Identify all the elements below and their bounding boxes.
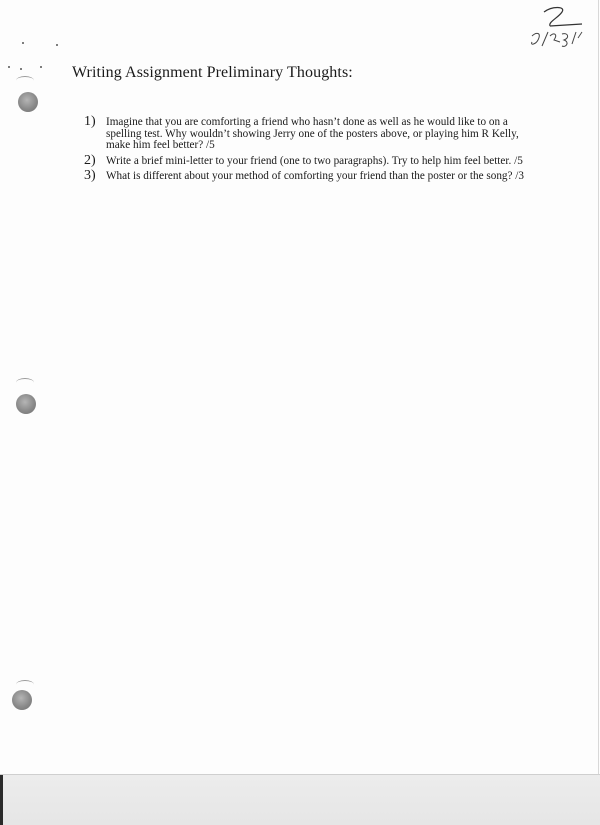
punch-hole-arc [16, 680, 34, 689]
punch-hole-bottom [12, 690, 32, 710]
punch-hole-middle [16, 394, 36, 414]
punch-hole-top [18, 92, 38, 112]
question-number: 2) [84, 152, 96, 168]
question-text: Write a brief mini-letter to your friend (one to two paragraphs). Try to help him feel better. /5 [106, 154, 523, 167]
question-number: 3) [84, 168, 96, 183]
question-number: 1) [84, 114, 96, 129]
scan-speck [20, 68, 22, 70]
question-item [84, 152, 524, 168]
scan-speck [40, 66, 42, 68]
page-bottom-edge [0, 774, 600, 825]
handwritten-date-annotation [522, 2, 592, 52]
punch-hole-arc [16, 378, 34, 387]
page-title: Writing Assignment Preliminary Thoughts: [72, 64, 353, 81]
page-right-edge [598, 0, 599, 825]
scan-edge-mark [0, 775, 3, 825]
punch-hole-arc [16, 76, 34, 85]
scan-speck [8, 66, 10, 68]
question-text: Imagine that you are comforting a friend who hasn’t done as well as he would like to on a spelling test. Why wouldn’t showing Jerry one of the posters above, or playing him R Kelly, make him feel better? /5 [106, 116, 519, 151]
scan-speck [22, 42, 24, 44]
question-item [84, 170, 524, 183]
question-list [84, 116, 524, 186]
scan-speck [56, 44, 58, 46]
question-item [84, 116, 524, 152]
question-text: What is different about your method of comforting your friend than the poster or the song? /3 [106, 170, 524, 182]
